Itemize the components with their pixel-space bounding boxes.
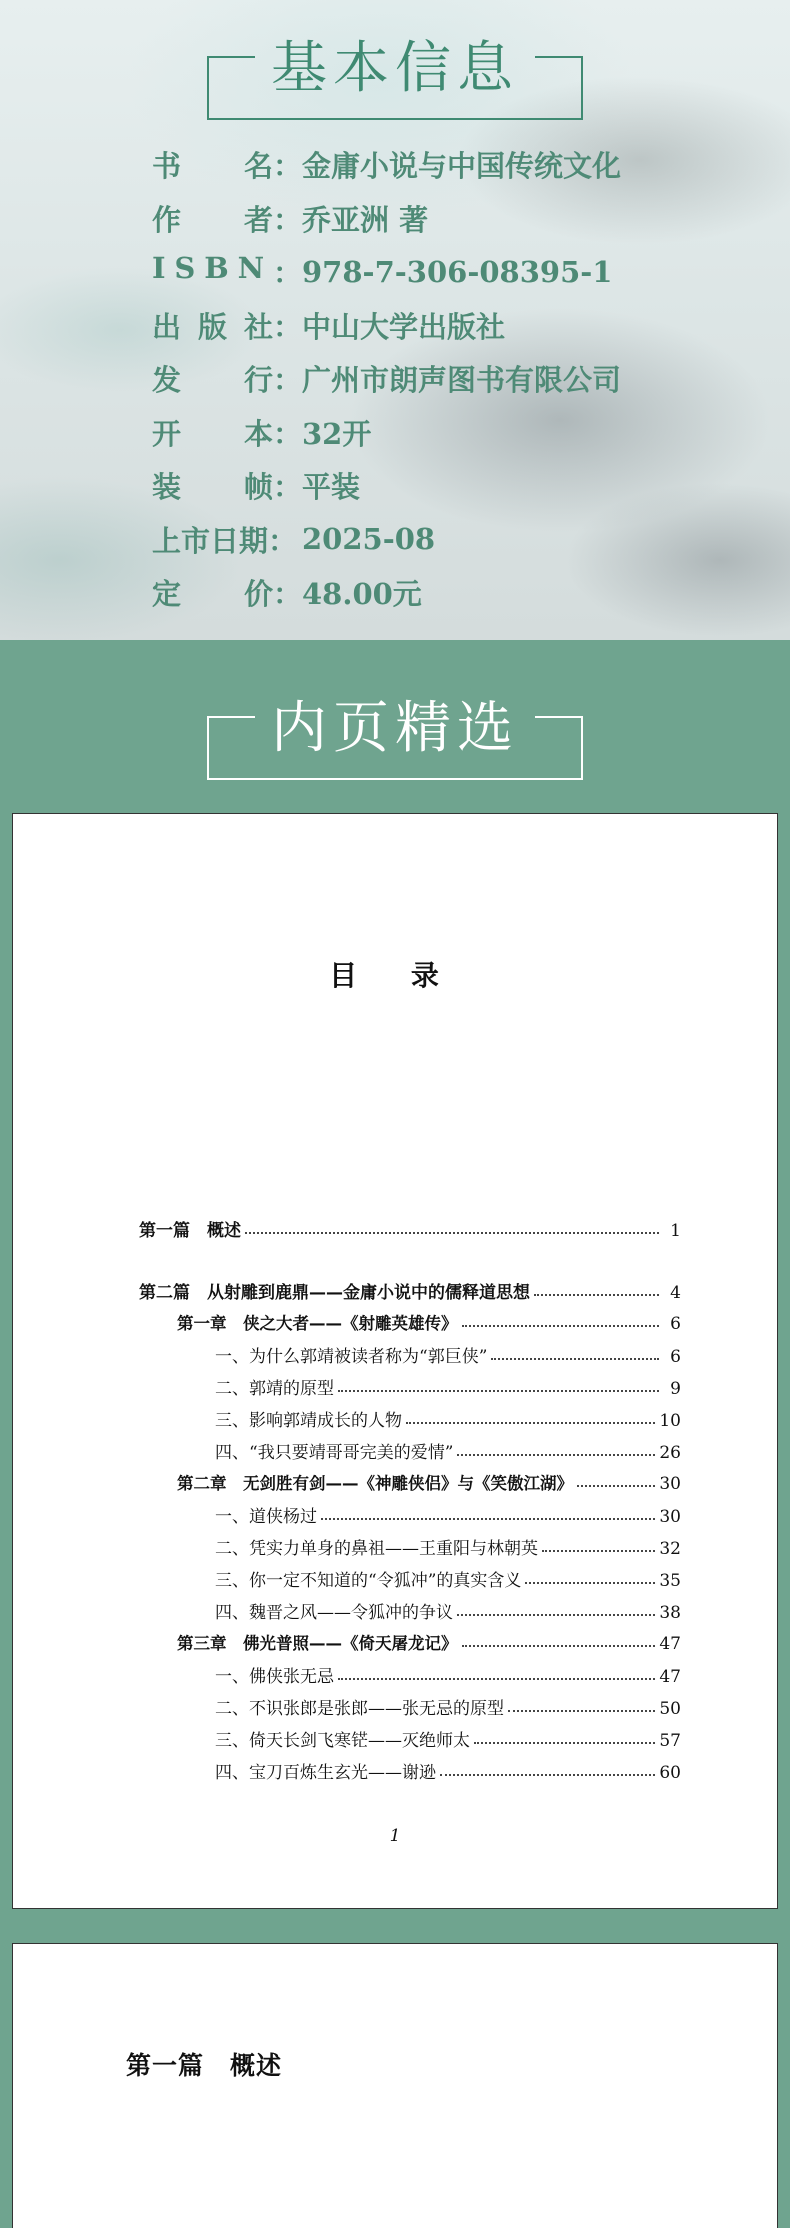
toc-leader-dots — [457, 1454, 655, 1456]
info-row — [152, 459, 621, 513]
toc-entry — [139, 1662, 681, 1687]
info-label-char: 装 — [152, 470, 182, 505]
toc-entry-page: 1 — [670, 1221, 681, 1241]
toc-entry — [139, 1758, 681, 1783]
toc-entry-page: 38 — [659, 1603, 681, 1623]
info-label-char: 者： — [243, 202, 302, 237]
toc-entry-title: 一、道侠杨过 — [215, 1507, 317, 1527]
toc-entry-title: 第三章 佛光普照——《倚天屠龙记》 — [177, 1634, 458, 1653]
toc-entry-page: 30 — [659, 1507, 681, 1527]
toc-leader-dots — [462, 1325, 660, 1327]
toc-leader-dots — [245, 1232, 659, 1234]
toc-entry-page: 4 — [670, 1283, 681, 1303]
toc-entry-title: 三、你一定不知道的“令狐冲”的真实含义 — [215, 1571, 522, 1591]
toc-entry — [139, 1374, 681, 1399]
info-label — [152, 412, 302, 453]
toc-entry-title: 二、郭靖的原型 — [215, 1379, 334, 1399]
basic-info-heading: 基本信息 — [271, 36, 519, 101]
toc-entry — [139, 1726, 681, 1751]
info-label-char: ： — [272, 256, 302, 291]
info-label-char: 帧： — [243, 470, 302, 505]
info-label — [152, 358, 302, 399]
toc-leader-dots — [542, 1550, 655, 1552]
toc-leader-dots — [508, 1710, 655, 1712]
toc-entry-title: 第一章 侠之大者——《射雕英雄传》 — [177, 1314, 458, 1333]
toc-leader-dots — [406, 1422, 655, 1424]
info-value: 平装 — [302, 470, 361, 505]
info-value: 978-7-306-08395-1 — [302, 254, 613, 289]
basic-info-section — [0, 0, 790, 640]
toc-entry — [139, 1278, 681, 1303]
toc-entry-title: 第二章 无剑胜有剑——《神雕侠侣》与《笑傲江湖》 — [177, 1474, 573, 1493]
info-label-char: 行： — [243, 363, 302, 398]
toc-leader-dots — [491, 1358, 659, 1360]
info-label-char: 版 — [197, 309, 227, 344]
info-label-char: N — [237, 251, 265, 286]
toc-leader-dots — [321, 1518, 655, 1520]
toc-title: 目 录 — [329, 959, 461, 992]
toc-entry-page: 47 — [659, 1667, 681, 1687]
toc-entry-title: 二、不识张郎是张郎——张无忌的原型 — [215, 1699, 504, 1719]
page-folio: 1 — [389, 1826, 401, 1846]
basic-info-list — [152, 138, 621, 620]
info-label-char: B — [204, 251, 229, 286]
info-label-char: 书 — [152, 149, 182, 184]
info-label-char: 定 — [152, 577, 182, 612]
toc-entry-page: 9 — [670, 1379, 681, 1399]
toc-entry-page: 26 — [659, 1443, 681, 1463]
toc-entry-page: 32 — [659, 1539, 681, 1559]
toc-entry-title: 一、佛侠张无忌 — [215, 1667, 334, 1687]
toc-page-image — [12, 813, 778, 1909]
info-label-char: 名： — [243, 149, 302, 184]
info-label-char: 上市日期： — [152, 523, 298, 558]
toc-entry — [139, 1438, 681, 1463]
toc-entry — [139, 1630, 681, 1654]
info-label-char: 本： — [243, 416, 302, 451]
toc-entry-page: 50 — [659, 1699, 681, 1719]
toc-entry — [139, 1216, 681, 1241]
info-label-char: 社： — [243, 309, 302, 344]
toc-entry-title: 第一篇 概述 — [139, 1221, 241, 1241]
chapter-page-image — [12, 1943, 778, 2228]
info-label — [152, 572, 302, 613]
info-row — [152, 566, 621, 620]
info-value: 2025-08 — [302, 522, 436, 557]
toc-entry — [139, 1406, 681, 1431]
toc-entry-title: 四、“我只要靖哥哥完美的爱情” — [215, 1443, 454, 1463]
toc-entry-title: 一、为什么郭靖被读者称为“郭巨侠” — [215, 1347, 488, 1367]
toc-leader-dots — [534, 1294, 659, 1296]
toc-leader-dots — [338, 1678, 655, 1680]
info-row — [152, 192, 621, 246]
selected-pages-heading: 内页精选 — [271, 696, 519, 761]
info-value: 32开 — [302, 416, 372, 451]
toc-entry — [139, 1694, 681, 1719]
info-value: 中山大学出版社 — [302, 309, 506, 344]
info-label-char: 出 — [152, 309, 182, 344]
toc-entry-page: 35 — [659, 1571, 681, 1591]
chapter-heading: 第一篇 概述 — [126, 2051, 283, 2080]
toc-leader-dots — [440, 1774, 655, 1776]
info-row — [152, 406, 621, 460]
toc-entry — [139, 1470, 681, 1494]
toc-entry-page: 47 — [659, 1634, 681, 1654]
toc-leader-dots — [462, 1645, 656, 1647]
toc-leader-dots — [338, 1390, 659, 1392]
info-label — [152, 465, 302, 506]
info-label — [152, 198, 302, 239]
toc-entry — [139, 1502, 681, 1527]
toc-entry-title: 四、宝刀百炼生玄光——谢逊 — [215, 1763, 436, 1783]
toc-entry — [139, 1534, 681, 1559]
toc-entry — [139, 1342, 681, 1367]
info-label — [152, 519, 302, 560]
info-label-char: 发 — [152, 363, 182, 398]
toc-entry — [139, 1310, 681, 1334]
info-row — [152, 513, 621, 567]
info-label-char: 开 — [152, 416, 182, 451]
info-label-char: 作 — [152, 202, 182, 237]
info-label-char: I — [152, 251, 166, 286]
info-label — [152, 305, 302, 346]
toc-entry-page: 10 — [659, 1411, 681, 1431]
toc-entry-title: 第二篇 从射雕到鹿鼎——金庸小说中的儒释道思想 — [139, 1283, 530, 1303]
info-label-char: S — [174, 251, 196, 286]
toc-leader-dots — [525, 1582, 655, 1584]
toc-leader-dots — [577, 1485, 655, 1487]
info-row — [152, 138, 621, 192]
toc-leader-dots — [474, 1742, 655, 1744]
toc-entry-page: 6 — [670, 1314, 681, 1334]
info-value: 广州市朗声图书有限公司 — [302, 363, 622, 398]
toc-entry-title: 四、魏晋之风——令狐冲的争议 — [215, 1603, 453, 1623]
toc-entry-title: 三、影响郭靖成长的人物 — [215, 1411, 402, 1431]
toc-entry — [139, 1566, 681, 1591]
toc-leader-dots — [457, 1614, 655, 1616]
info-label — [152, 144, 302, 185]
info-row — [152, 352, 621, 406]
toc-entry-page: 57 — [659, 1731, 681, 1751]
toc-entry-title: 二、凭实力单身的鼻祖——王重阳与林朝英 — [215, 1539, 538, 1559]
info-label — [152, 251, 302, 292]
toc-entry — [139, 1598, 681, 1623]
toc-entry-title: 三、倚天长剑飞寒铓——灭绝师太 — [215, 1731, 470, 1751]
info-row — [152, 245, 621, 299]
info-row — [152, 299, 621, 353]
toc-entry-page: 30 — [659, 1474, 681, 1494]
info-label-char: 价： — [243, 577, 302, 612]
info-value: 金庸小说与中国传统文化 — [302, 149, 622, 184]
info-value: 48.00元 — [302, 577, 422, 612]
toc-entry-page: 60 — [659, 1763, 681, 1783]
toc-entry-page: 6 — [670, 1347, 681, 1367]
info-value: 乔亚洲 著 — [302, 202, 429, 237]
